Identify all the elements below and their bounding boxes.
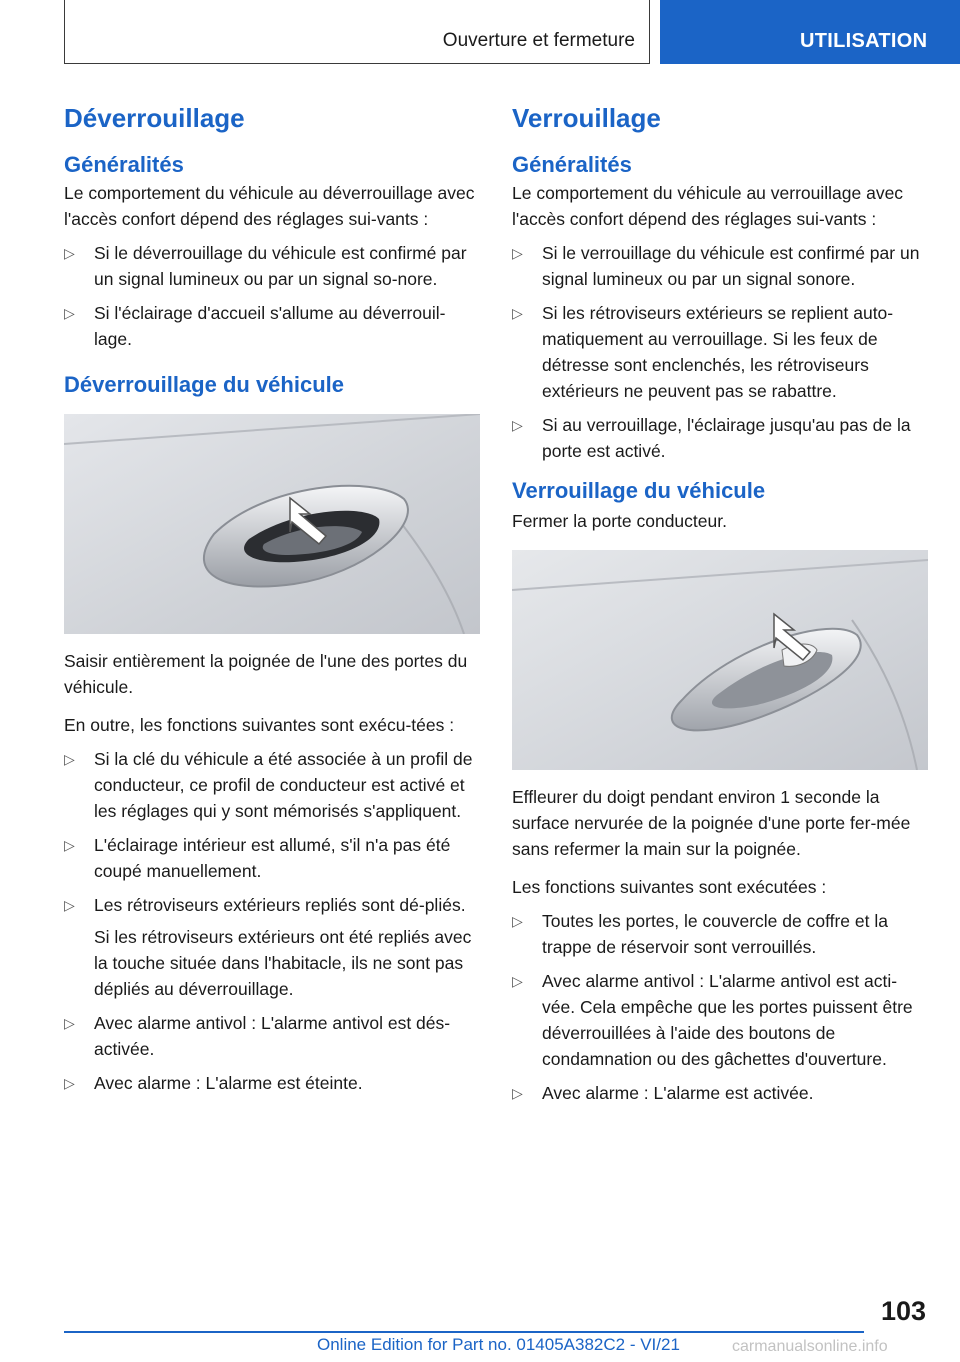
unlocking-general-text: Le comportement du véhicule au déverrouillage avec l'accès confort dépend des réglages sui-vants : (64, 183, 475, 229)
list-item: ▷ Si le verrouillage du véhicule est confirmé par un signal lumineux ou par un signal sonore. (512, 240, 928, 292)
locking-settings-list (512, 240, 928, 464)
bullet-marker-icon: ▷ (64, 245, 75, 261)
page-number: 103 (880, 1296, 926, 1326)
vehicle-unlocking-heading: Déverrouillage du véhicule (64, 372, 344, 397)
bullet-marker-icon: ▷ (64, 1015, 75, 1031)
bullet-marker-icon: ▷ (512, 305, 523, 321)
list-item: ▷ Si le déverrouillage du véhicule est confirmé par un signal lumineux ou par un signal so-nore. (64, 240, 480, 292)
door-handle-grip-illustration (64, 414, 480, 634)
list-item: ▷ Si l'éclairage d'accueil s'allume au déverrouil-lage. (64, 300, 480, 352)
header-section-tab (660, 0, 960, 64)
edition-text: Online Edition for Part no. 01405A382C2 - VI/21 (317, 1335, 680, 1354)
right-column (512, 100, 928, 1114)
list-item: ▷ Si la clé du véhicule a été associée à un profil de conducteur, ce profil de conducteur est activé et les réglages qui y sont mémorisés s'appliquent. (64, 746, 480, 824)
locking-functions-intro: Les fonctions suivantes sont exécutées : (512, 877, 827, 897)
bullet-marker-icon: ▷ (512, 973, 523, 989)
watermark: carmanualsonline.info (732, 1338, 888, 1355)
touch-instruction: Effleurer du doigt pendant environ 1 seconde la surface nervurée de la poignée d'une porte fer-mée sans refermer la main sur la poignée. (512, 787, 911, 859)
footer-divider (64, 1331, 864, 1333)
locking-functions-list (512, 908, 928, 1106)
bullet-marker-icon: ▷ (512, 417, 523, 433)
door-handle-touch-illustration (512, 550, 928, 770)
section-label: UTILISATION (800, 30, 928, 52)
locking-heading: Verrouillage (512, 103, 661, 133)
list-item: ▷ Les rétroviseurs extérieurs repliés sont dé-pliés. Si les rétroviseurs extérieurs ont été repliés avec la touche située dans l'habitacle, ils ne sont pas dépliés au déverrouillage. (64, 892, 480, 1002)
bullet-marker-icon: ▷ (64, 1075, 75, 1091)
unlocking-heading: Déverrouillage (64, 103, 245, 133)
close-door-instruction: Fermer la porte conducteur. (512, 511, 727, 531)
unlocking-functions-list (64, 746, 480, 1096)
unlocking-settings-list (64, 240, 480, 352)
locking-general-heading: Généralités (512, 152, 632, 177)
header-chapter-box (64, 0, 650, 64)
bullet-marker-icon: ▷ (64, 751, 75, 767)
bullet-marker-icon: ▷ (512, 245, 523, 261)
locking-general-text: Le comportement du véhicule au verrouillage avec l'accès confort dépend des réglages sui-vants : (512, 183, 904, 229)
vehicle-locking-heading: Verrouillage du véhicule (512, 478, 766, 503)
bullet-marker-icon: ▷ (64, 305, 75, 321)
bullet-marker-icon: ▷ (512, 1085, 523, 1101)
unlocking-functions-intro: En outre, les fonctions suivantes sont exécu-tées : (64, 715, 455, 735)
bullet-marker-icon: ▷ (512, 913, 523, 929)
left-column (64, 100, 480, 1104)
unlocking-general-heading: Généralités (64, 152, 184, 177)
list-item: ▷ L'éclairage intérieur est allumé, s'il n'a pas été coupé manuellement. (64, 832, 480, 884)
chapter-title: Ouverture et fermeture (442, 30, 635, 51)
list-item: ▷ Si au verrouillage, l'éclairage jusqu'au pas de la porte est activé. (512, 412, 928, 464)
list-item: ▷ Si les rétroviseurs extérieurs se replient auto-matiquement au verrouillage. Si les feux de détresse sont enclenchés, les rétroviseurs extérieurs ne peuvent pas se rabattre. (512, 300, 928, 404)
list-item: ▷ Avec alarme antivol : L'alarme antivol est dés-activée. (64, 1010, 480, 1062)
bullet-marker-icon: ▷ (64, 897, 75, 913)
mirror-note: Si les rétroviseurs extérieurs ont été repliés avec la touche située dans l'habitacle, ils ne sont pas dépliés au déverrouillage. (94, 927, 472, 999)
grip-instruction: Saisir entièrement la poignée de l'une des portes du véhicule. (64, 651, 468, 697)
list-item: ▷ Avec alarme : L'alarme est activée. (512, 1080, 928, 1106)
list-item: ▷ Avec alarme : L'alarme est éteinte. (64, 1070, 480, 1096)
list-item: ▷ Avec alarme antivol : L'alarme antivol est acti-vée. Cela empêche que les portes puissent être déverrouillées à l'aide des boutons de condamnation ou des gâchettes d'ouverture. (512, 968, 928, 1072)
list-item: ▷ Toutes les portes, le couvercle de coffre et la trappe de réservoir sont verrouillés. (512, 908, 928, 960)
bullet-marker-icon: ▷ (64, 837, 75, 853)
